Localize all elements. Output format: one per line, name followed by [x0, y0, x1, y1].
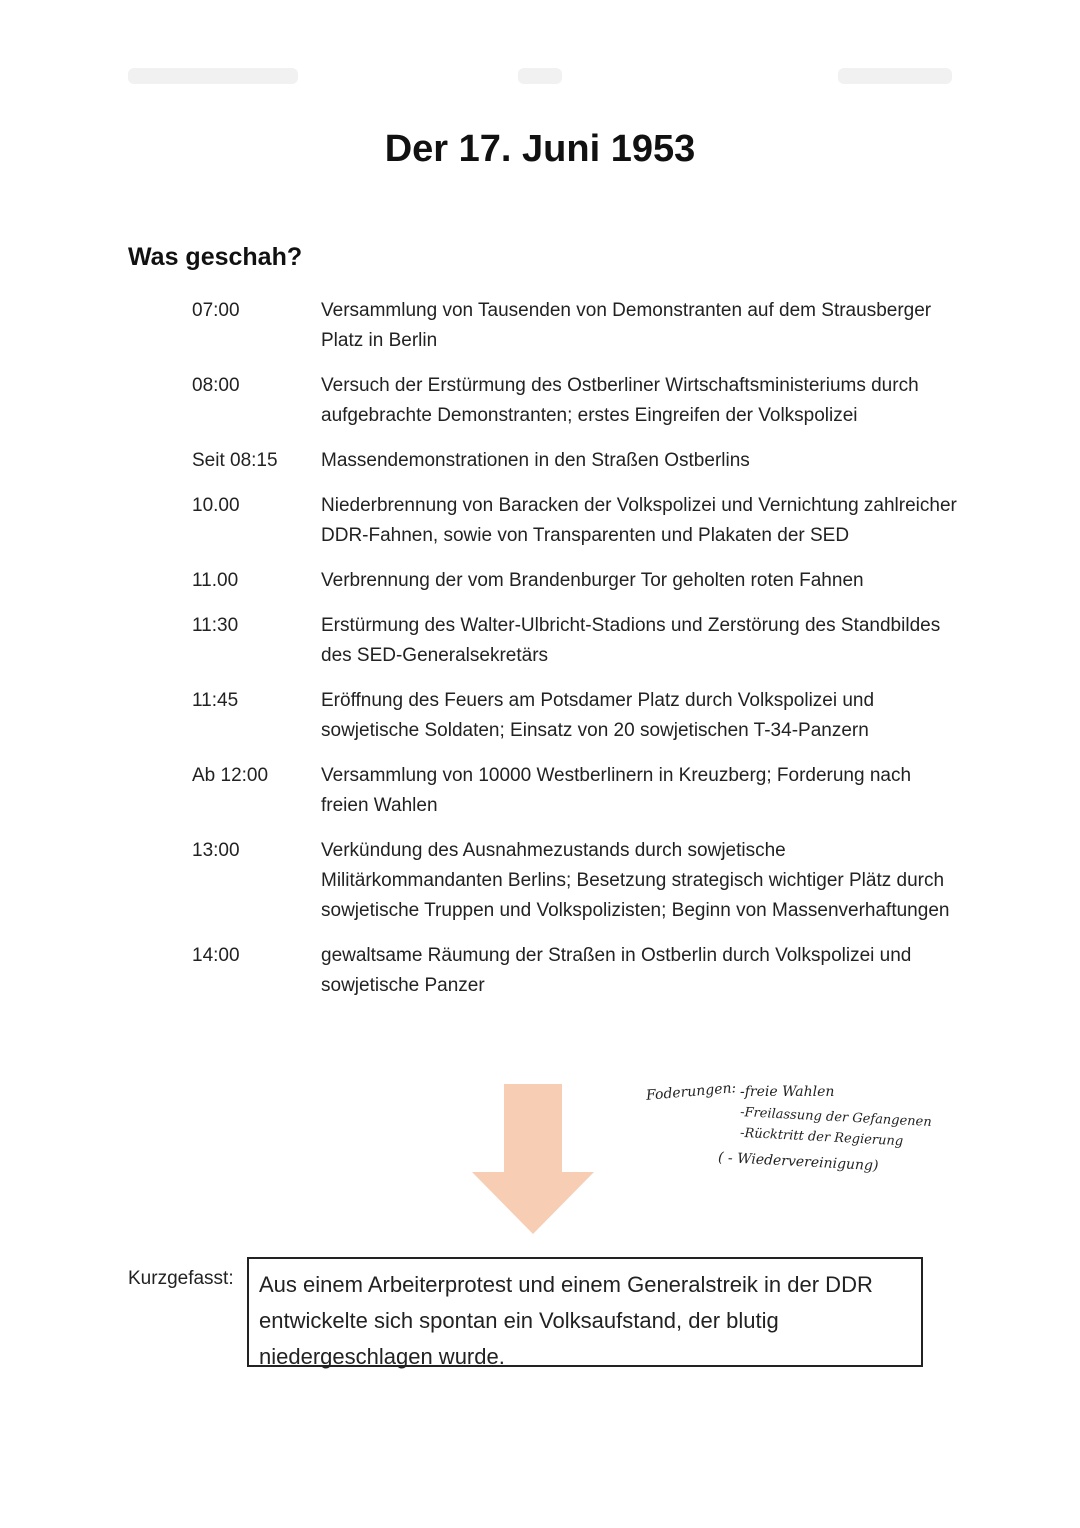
timeline-description: Niederbrennung von Baracken der Volkspolizei und Vernichtung zahlreicher DDR-Fahnen, sowie von Transparenten und Plakaten der SED: [321, 495, 957, 546]
timeline-description: Massendemonstrationen in den Straßen Ostberlins: [321, 450, 750, 471]
section-heading: Was geschah?: [128, 243, 303, 271]
timeline-time: 11:30: [192, 615, 239, 636]
timeline: [192, 296, 962, 1016]
handwritten-notes: [646, 1082, 976, 1182]
blurred-header-right: [838, 68, 952, 84]
timeline-time: 11:45: [192, 690, 239, 711]
timeline-row: [192, 371, 962, 431]
down-arrow-icon: [472, 1084, 594, 1234]
notes-item: -Rücktritt der Regierung: [739, 1125, 904, 1150]
timeline-description: Verkündung des Ausnahmezustands durch sowjetische Militärkommandanten Berlins; Besetzung strategisch wichtiger Plätz durch sowjetische Truppen und Volkspolizisten; Beginn von Massenverhaftungen: [321, 840, 950, 921]
timeline-row: [192, 761, 962, 821]
notes-label: Foderungen:: [645, 1080, 737, 1104]
timeline-description: Versuch der Erstürmung des Ostberliner Wirtschaftsministeriums durch aufgebrachte Demonstranten; erstes Eingreifen der Volkspolizei: [321, 375, 919, 426]
timeline-description: Erstürmung des Walter-Ulbricht-Stadions und Zerstörung des Standbildes des SED-Generalsekretärs: [321, 615, 941, 666]
notes-item: -freie Wahlen: [740, 1084, 835, 1100]
timeline-row: [192, 446, 962, 476]
down-arrow-shape: [472, 1084, 594, 1234]
summary-box: Aus einem Arbeiterprotest und einem Generalstreik in der DDR entwickelte sich spontan ein Volksaufstand, der blutig niedergeschlagen wurde.: [247, 1257, 923, 1367]
timeline-description: Eröffnung des Feuers am Potsdamer Platz durch Volkspolizei und sowjetische Soldaten; Einsatz von 20 sowjetischen T-34-Panzern: [321, 690, 875, 741]
timeline-row: [192, 566, 962, 596]
timeline-time: 14:00: [192, 945, 240, 966]
timeline-time: 13:00: [192, 840, 240, 861]
notes-item: ( - Wiedervereinigung): [717, 1149, 879, 1175]
blurred-header-center: [518, 68, 562, 84]
timeline-row: [192, 296, 962, 356]
timeline-row: [192, 941, 962, 1001]
timeline-time: 10.00: [192, 495, 240, 516]
timeline-row: [192, 491, 962, 551]
timeline-time: Seit 08:15: [192, 450, 278, 471]
summary-label: Kurzgefasst:: [128, 1268, 234, 1289]
timeline-row: [192, 836, 962, 926]
timeline-row: [192, 686, 962, 746]
timeline-description: Versammlung von 10000 Westberlinern in Kreuzberg; Forderung nach freien Wahlen: [321, 765, 912, 816]
timeline-description: Verbrennung der vom Brandenburger Tor geholten roten Fahnen: [321, 570, 864, 591]
timeline-description: Versammlung von Tausenden von Demonstranten auf dem Strausberger Platz in Berlin: [321, 300, 932, 351]
page-title: Der 17. Juni 1953: [384, 128, 696, 170]
notes-item: -Freilassung der Gefangenen: [739, 1104, 933, 1131]
blurred-header-left: [128, 68, 298, 84]
timeline-time: 11.00: [192, 570, 239, 591]
timeline-time: 07:00: [192, 300, 240, 321]
timeline-time: Ab 12:00: [192, 765, 269, 786]
timeline-description: gewaltsame Räumung der Straßen in Ostberlin durch Volkspolizei und sowjetische Panzer: [321, 945, 912, 996]
timeline-time: 08:00: [192, 375, 240, 396]
timeline-row: [192, 611, 962, 671]
